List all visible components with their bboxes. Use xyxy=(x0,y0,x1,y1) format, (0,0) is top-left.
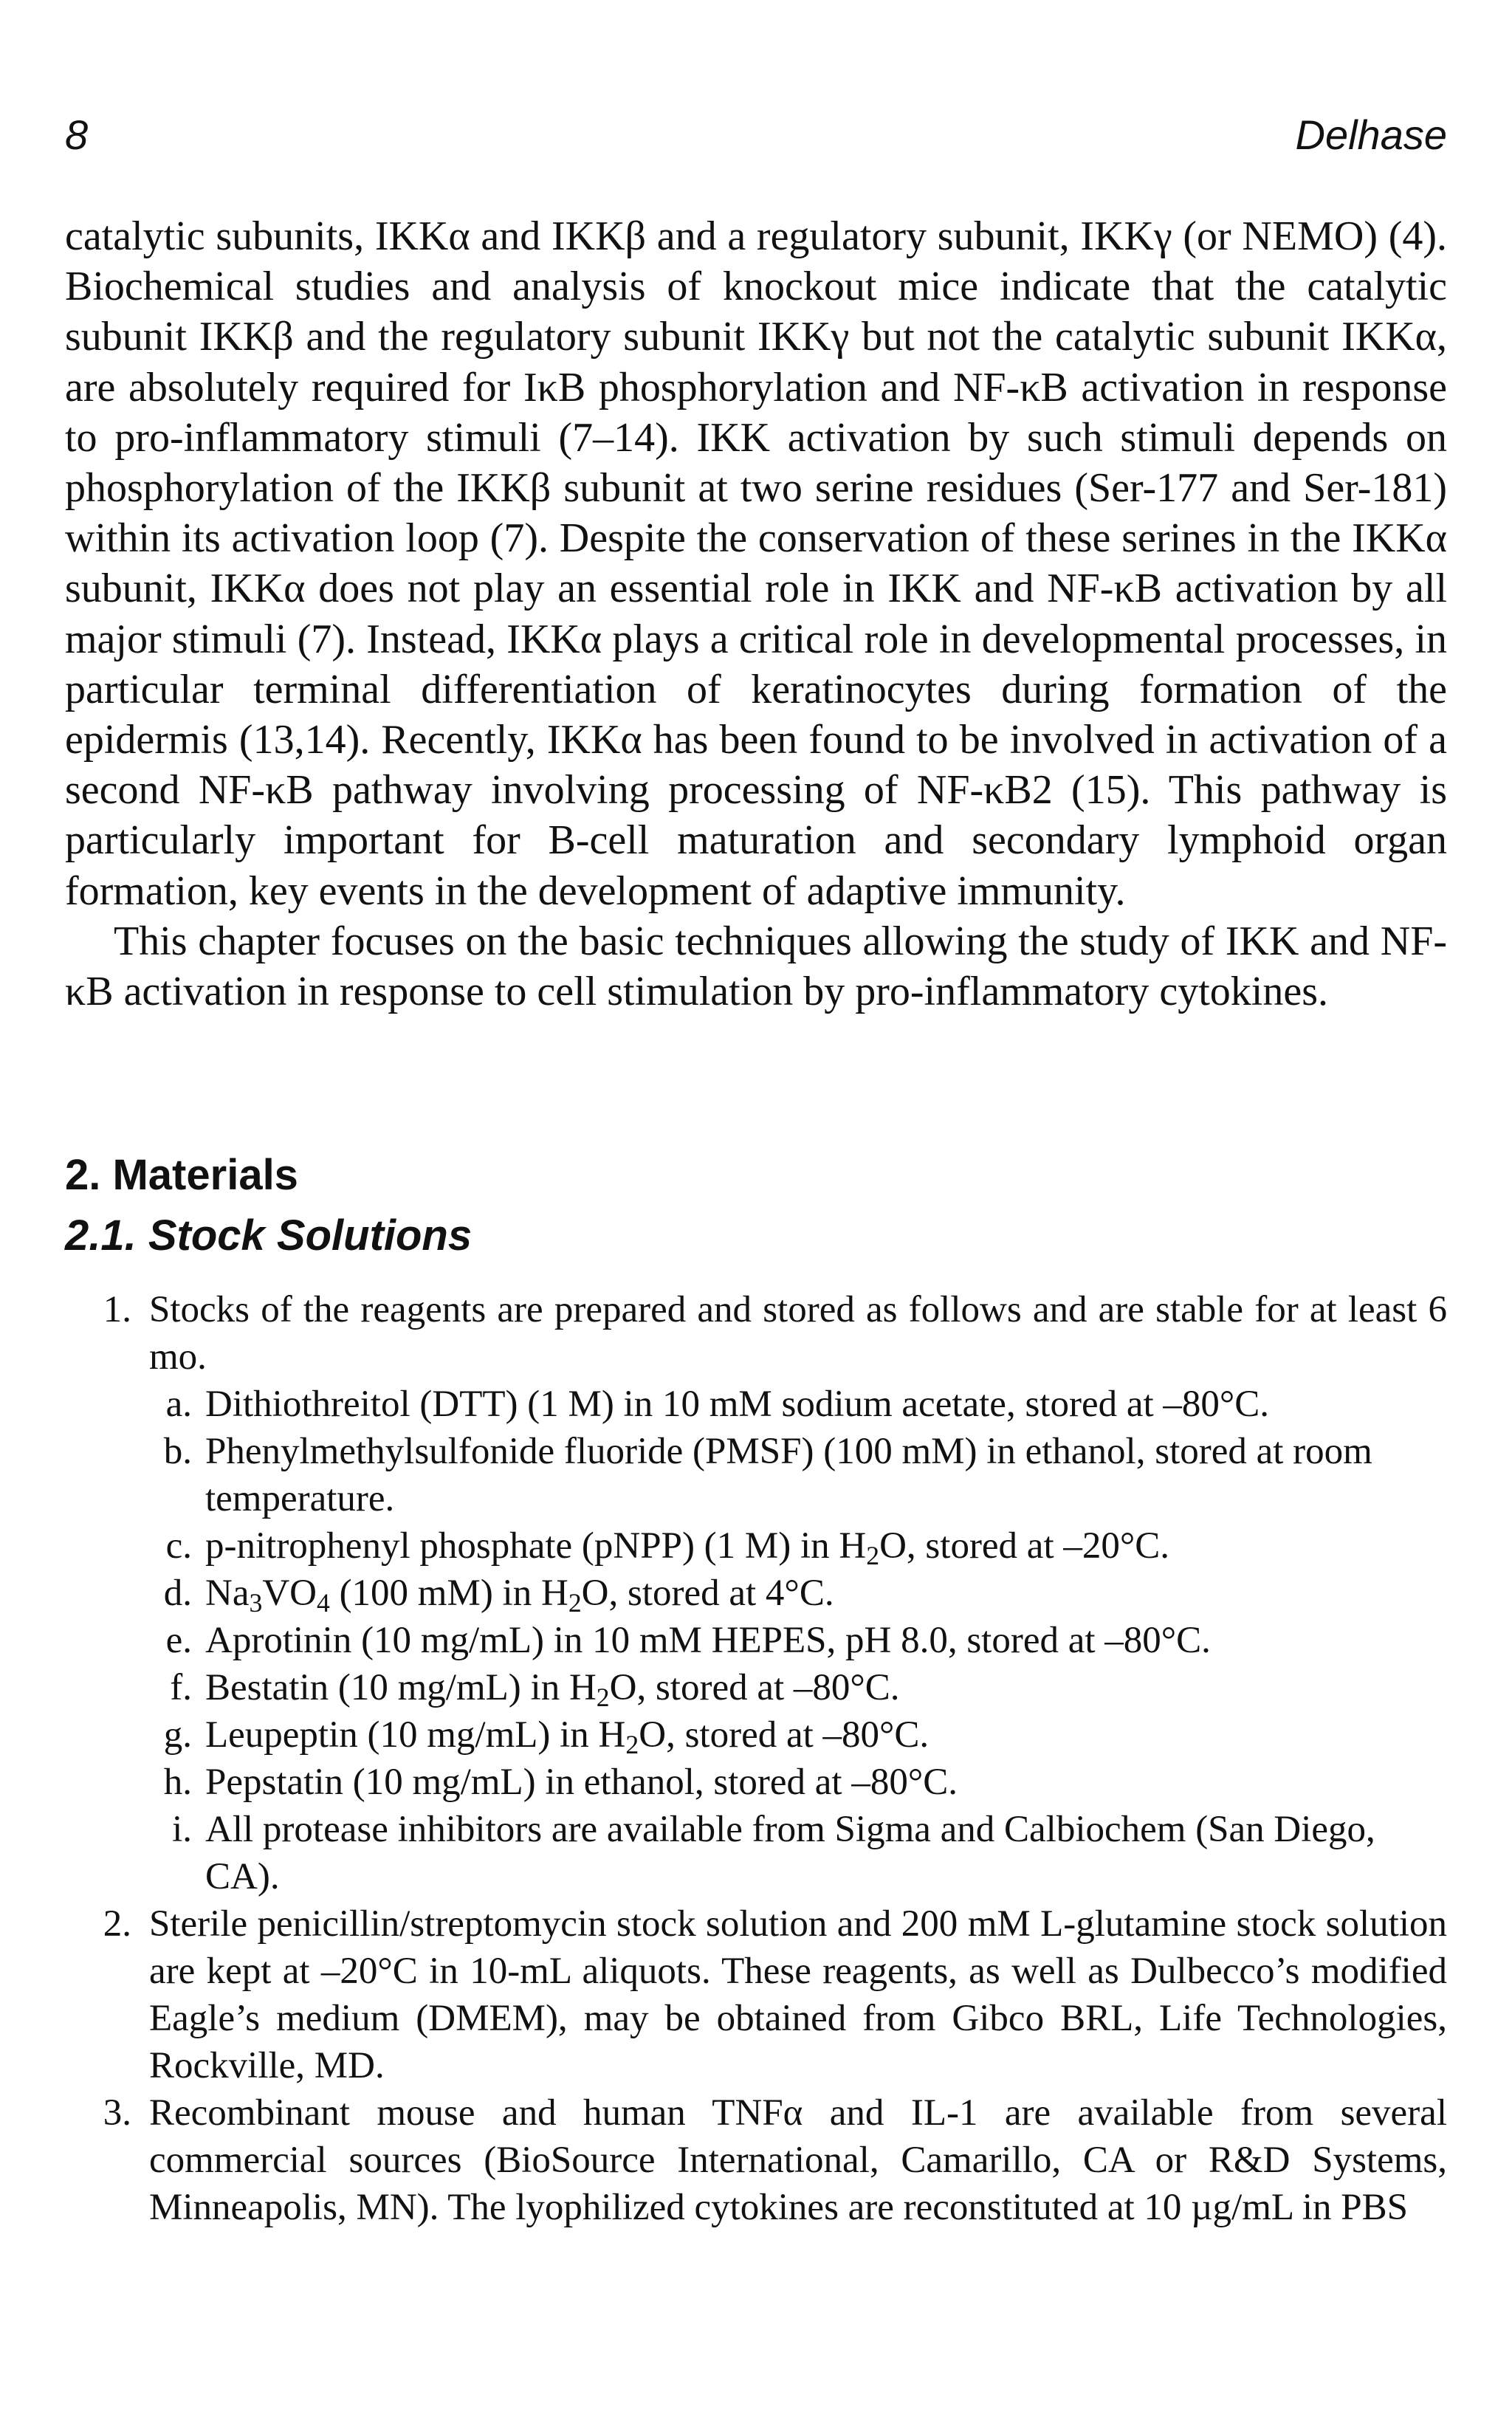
text-fragment: Na xyxy=(205,1573,250,1614)
sub-item-marker: c. xyxy=(165,1525,192,1567)
text-fragment: O, stored at –20°C. xyxy=(879,1525,1170,1567)
sub-item-text xyxy=(205,1667,900,1712)
sub-item-marker: a. xyxy=(165,1384,192,1425)
subscript: 2 xyxy=(625,1729,639,1759)
section-heading-materials: 2. Materials xyxy=(65,1151,298,1199)
list-item-reagent-stocks xyxy=(65,1286,1447,1381)
text-fragment: O, stored at 4°C. xyxy=(581,1573,834,1614)
running-head-author: Delhase xyxy=(1295,111,1447,158)
sub-item-text xyxy=(205,1714,929,1759)
subsection-heading-stock-solutions: 2.1. Stock Solutions xyxy=(65,1212,472,1260)
sub-item-text: Phenylmethylsulfonide fluoride (PMSF) (100 mM) in ethanol, stored at room temperature. xyxy=(205,1431,1372,1519)
list-marker: 1. xyxy=(103,1289,131,1330)
text-fragment: O, stored at –80°C. xyxy=(609,1667,900,1708)
list-item-text: Sterile penicillin/streptomycin stock solution and 200 mM L-glutamine stock solution are kept at –20°C in 10-mL aliquots. These reagents, as well as Dulbecco’s modified Eagle’s medium (DMEM), may be obtained from Gibco BRL, Life Technologies, Rockville, MD. xyxy=(149,1903,1447,2086)
sub-item-pnpp xyxy=(65,1522,1447,1570)
sub-item-text: Aprotinin (10 mg/mL) in 10 mM HEPES, pH 8.0, stored at –80°C. xyxy=(205,1620,1211,1661)
sub-item-leupeptin xyxy=(65,1711,1447,1759)
text-fragment: p-nitrophenyl phosphate (pNPP) (1 M) in H xyxy=(205,1525,867,1567)
sub-item-aprotinin xyxy=(65,1617,1447,1664)
subscript: 3 xyxy=(249,1587,263,1618)
sub-item-marker: i. xyxy=(172,1809,192,1850)
sub-item-text xyxy=(205,1525,1170,1570)
text-fragment: VO xyxy=(262,1573,317,1614)
body-text xyxy=(65,211,1447,1017)
list-marker: 3. xyxy=(103,2092,131,2134)
sub-item-text: Pepstatin (10 mg/mL) in ethanol, stored at –80°C. xyxy=(205,1762,958,1803)
sub-item-marker: g. xyxy=(163,1714,192,1756)
text-fragment: Bestatin (10 mg/mL) in H xyxy=(205,1667,597,1708)
materials-list xyxy=(65,1286,1447,2231)
subscript: 2 xyxy=(596,1682,610,1712)
list-item-penicillin-glutamine xyxy=(65,1900,1447,2089)
sub-item-sodium-orthovanadate xyxy=(65,1570,1447,1617)
sub-item-pepstatin xyxy=(65,1759,1447,1806)
list-item-text: Recombinant mouse and human TNFα and IL-1 are available from several commercial sources (BioSource International, Camarillo, CA or R&D Systems, Minneapolis, MN). The lyophilized cytokines are reconstituted at 10 µg/mL in PBS xyxy=(149,2092,1447,2228)
sub-item-protease-inhibitor-sources xyxy=(65,1806,1447,1900)
sub-item-bestatin xyxy=(65,1664,1447,1711)
sub-item-text: Dithiothreitol (DTT) (1 M) in 10 mM sodium acetate, stored at –80°C. xyxy=(205,1384,1270,1425)
running-head xyxy=(65,111,1447,162)
paragraph-ikk-subunits: catalytic subunits, IKKα and IKKβ and a regulatory subunit, IKKγ (or NEMO) (4). Biochemical studies and analysis of knockout mice indicate that the catalytic subunit IKKβ and the regulatory subunit IKKγ but not the catalytic subunit IKKα, are absolutely required for IκB phosphorylation and NF-κB activation in response to pro-inflammatory stimuli (7–14). IKK activation by such stimuli depends on phosphorylation of the IKKβ subunit at two serine residues (Ser-177 and Ser-181) within its activation loop (7). Despite the conservation of these serines in the IKKα subunit, IKKα does not play an essential role in IKK and NF-κB activation by all major stimuli (7). Instead, IKKα plays a critical role in developmental processes, in particular terminal differentiation of keratinocytes during formation of the epidermis (13,14). Recently, IKKα has been found to be involved in activation of a second NF-κB pathway involving processing of NF-κB2 (15). This pathway is particularly important for B-cell maturation and secondary lymphoid organ formation, key events in the development of adaptive immunity. xyxy=(65,213,1447,914)
sub-item-text xyxy=(205,1573,834,1618)
list-marker: 2. xyxy=(103,1903,131,1945)
subscript: 2 xyxy=(568,1587,582,1618)
subscript: 4 xyxy=(316,1587,330,1618)
sub-item-marker: h. xyxy=(163,1762,192,1803)
sub-item-marker: b. xyxy=(163,1431,192,1472)
sub-item-dtt xyxy=(65,1381,1447,1428)
paragraph-chapter-focus: This chapter focuses on the basic techniques allowing the study of IKK and NF-κB activation in response to cell stimulation by pro-inflammatory cytokines. xyxy=(65,918,1447,1015)
page-number: 8 xyxy=(65,111,89,158)
sub-item-marker: e. xyxy=(165,1620,192,1661)
subscript: 2 xyxy=(866,1540,880,1570)
sub-item-marker: f. xyxy=(170,1667,192,1708)
list-item-text: Stocks of the reagents are prepared and stored as follows and are stable for at least 6 mo. xyxy=(149,1289,1447,1378)
sub-item-marker: d. xyxy=(163,1573,192,1614)
text-fragment: Leupeptin (10 mg/mL) in H xyxy=(205,1714,626,1756)
text-fragment: O, stored at –80°C. xyxy=(639,1714,929,1756)
sub-item-text: All protease inhibitors are available from Sigma and Calbiochem (San Diego, CA). xyxy=(205,1809,1375,1897)
list-item-recombinant-cytokines xyxy=(65,2089,1447,2231)
sub-item-pmsf xyxy=(65,1428,1447,1522)
text-fragment: (100 mM) in H xyxy=(329,1573,568,1614)
